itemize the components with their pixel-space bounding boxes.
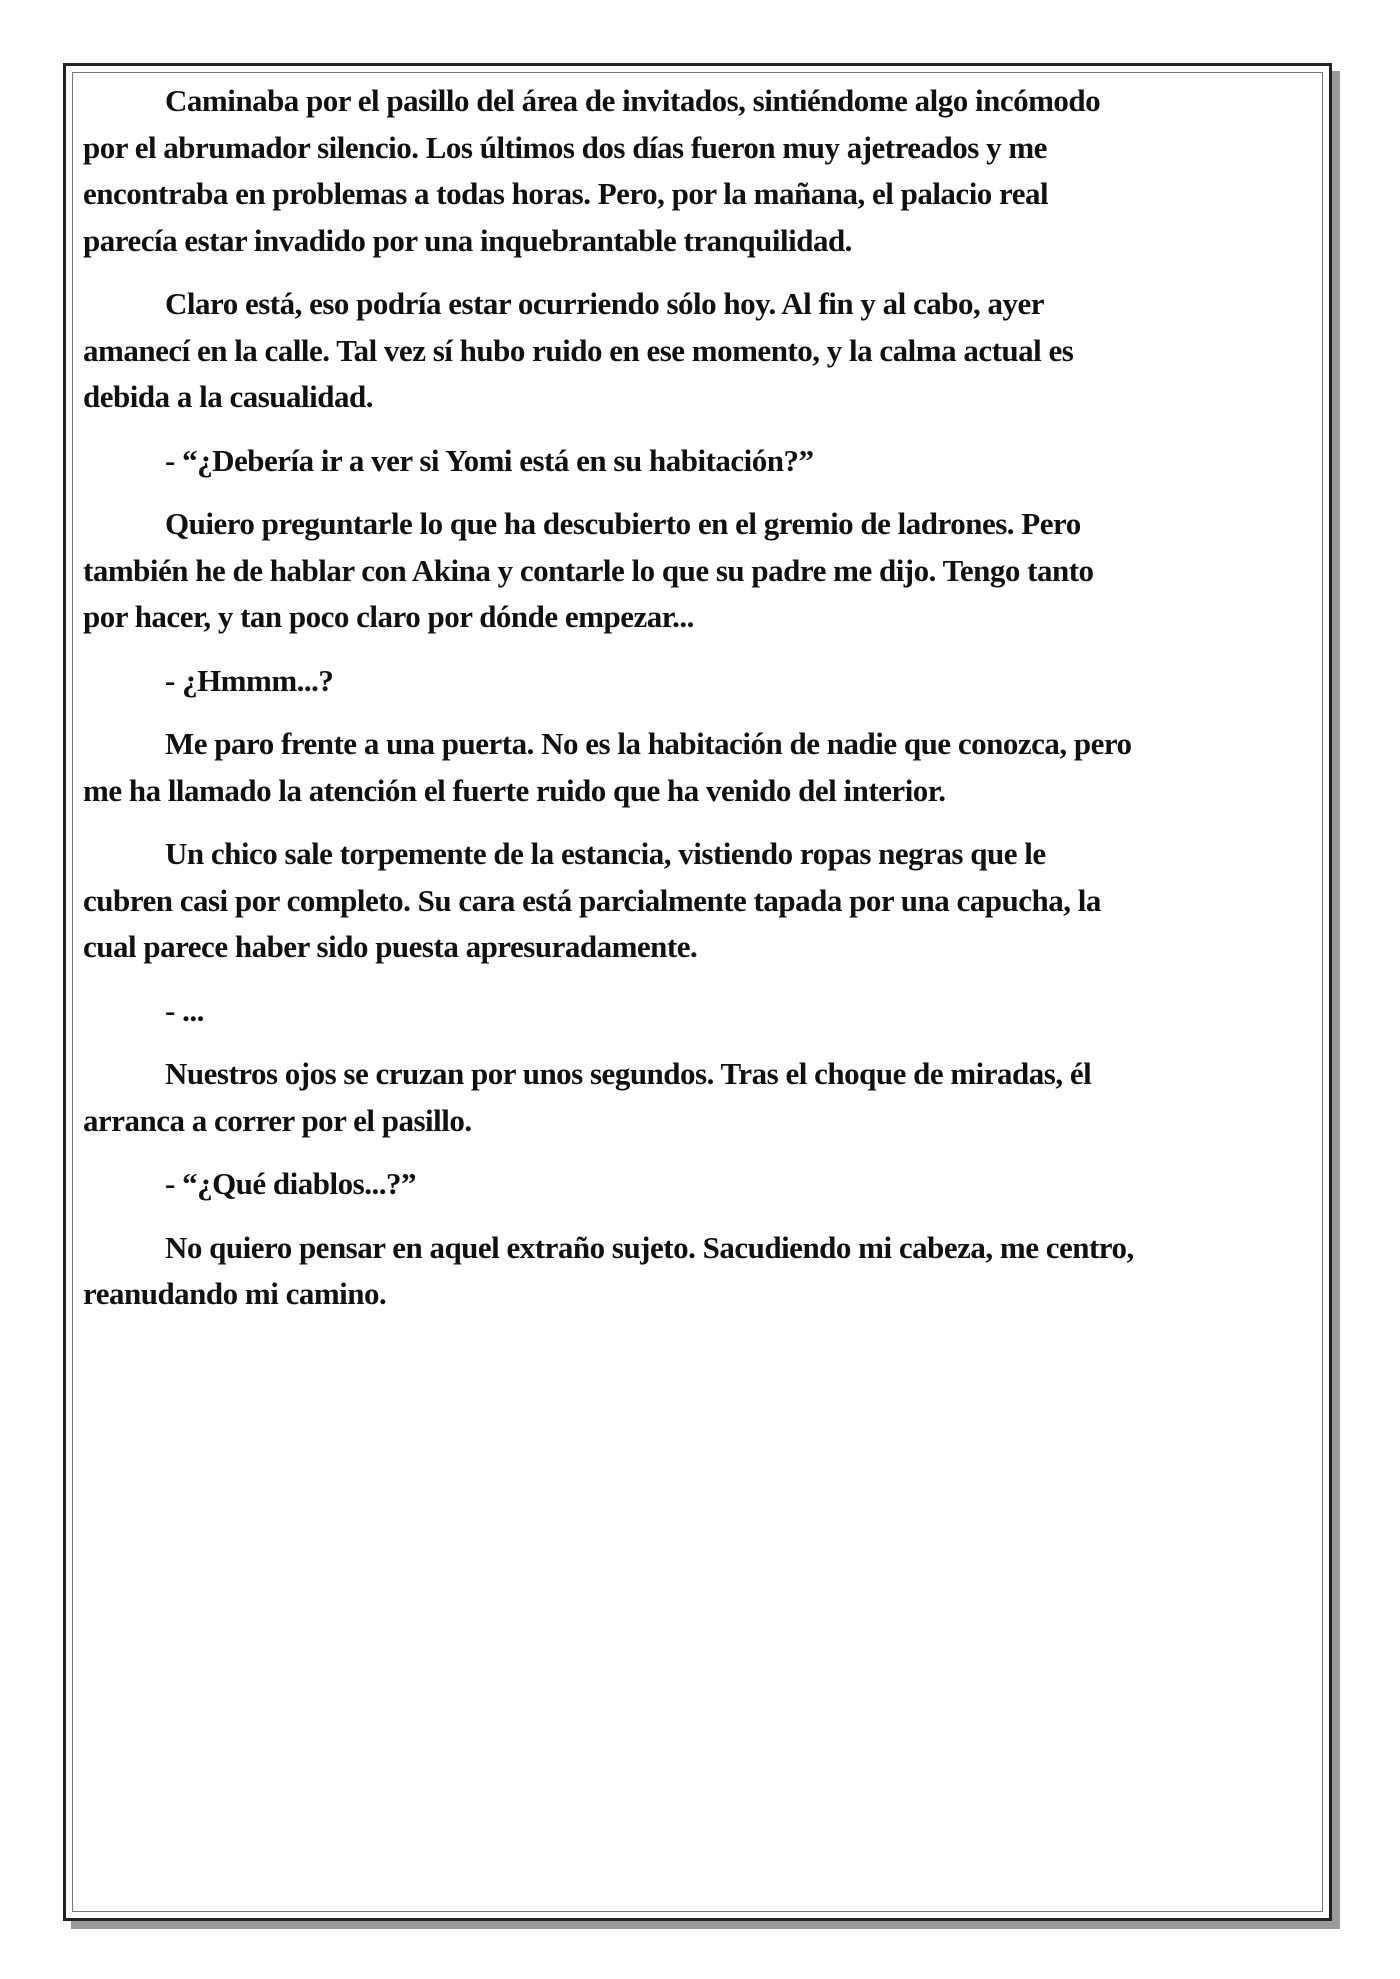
paragraph: Claro está, eso podría estar ocurriendo sólo hoy. Al fin y al cabo, ayer amanecí en la calle. Tal vez sí hubo ruido en ese momento, y la calma actual es debida a la casualidad. xyxy=(83,286,1074,414)
paragraph: Quiero preguntarle lo que ha descubierto en el gremio de ladrones. Pero también he de hablar con Akina y contarle lo que su padre me dijo. Tengo tanto por hacer, y tan poco claro por dónde empezar... xyxy=(83,506,1094,634)
paragraph: Nuestros ojos se cruzan por unos segundos. Tras el choque de miradas, él arranca a correr por el pasillo. xyxy=(83,1056,1092,1138)
paragraph: Caminaba por el pasillo del área de invitados, sintiéndome algo incómodo por el abrumador silencio. Los últimos dos días fueron muy ajetreados y me encontraba en problemas a todas horas. Pero, por la mañana, el palacio real parecía estar invadido por una inquebrantable tranquilidad. xyxy=(83,83,1101,258)
paragraph: Me paro frente a una puerta. No es la habitación de nadie que conozca, pero me ha llamado la atención el fuerte ruido que ha venido del interior. xyxy=(83,726,1132,808)
paragraph: No quiero pensar en aquel extraño sujeto. Sacudiendo mi cabeza, me centro, reanudando mi camino. xyxy=(83,1229,1134,1311)
dialogue-line: - “¿Debería ir a ver si Yomi está en su habitación?” xyxy=(165,442,814,478)
paragraph: Un chico sale torpemente de la estancia, vistiendo ropas negras que le cubren casi por completo. Su cara está parcialmente tapada por una capucha, la cual parece haber sido puesta apresuradamente. xyxy=(83,836,1101,964)
dialogue-line: - “¿Qué diablos...?” xyxy=(165,1166,416,1201)
document-body xyxy=(83,78,1319,1335)
dialogue-line: - ... xyxy=(165,992,204,1028)
dialogue-line: - ¿Hmmm...? xyxy=(165,662,334,698)
